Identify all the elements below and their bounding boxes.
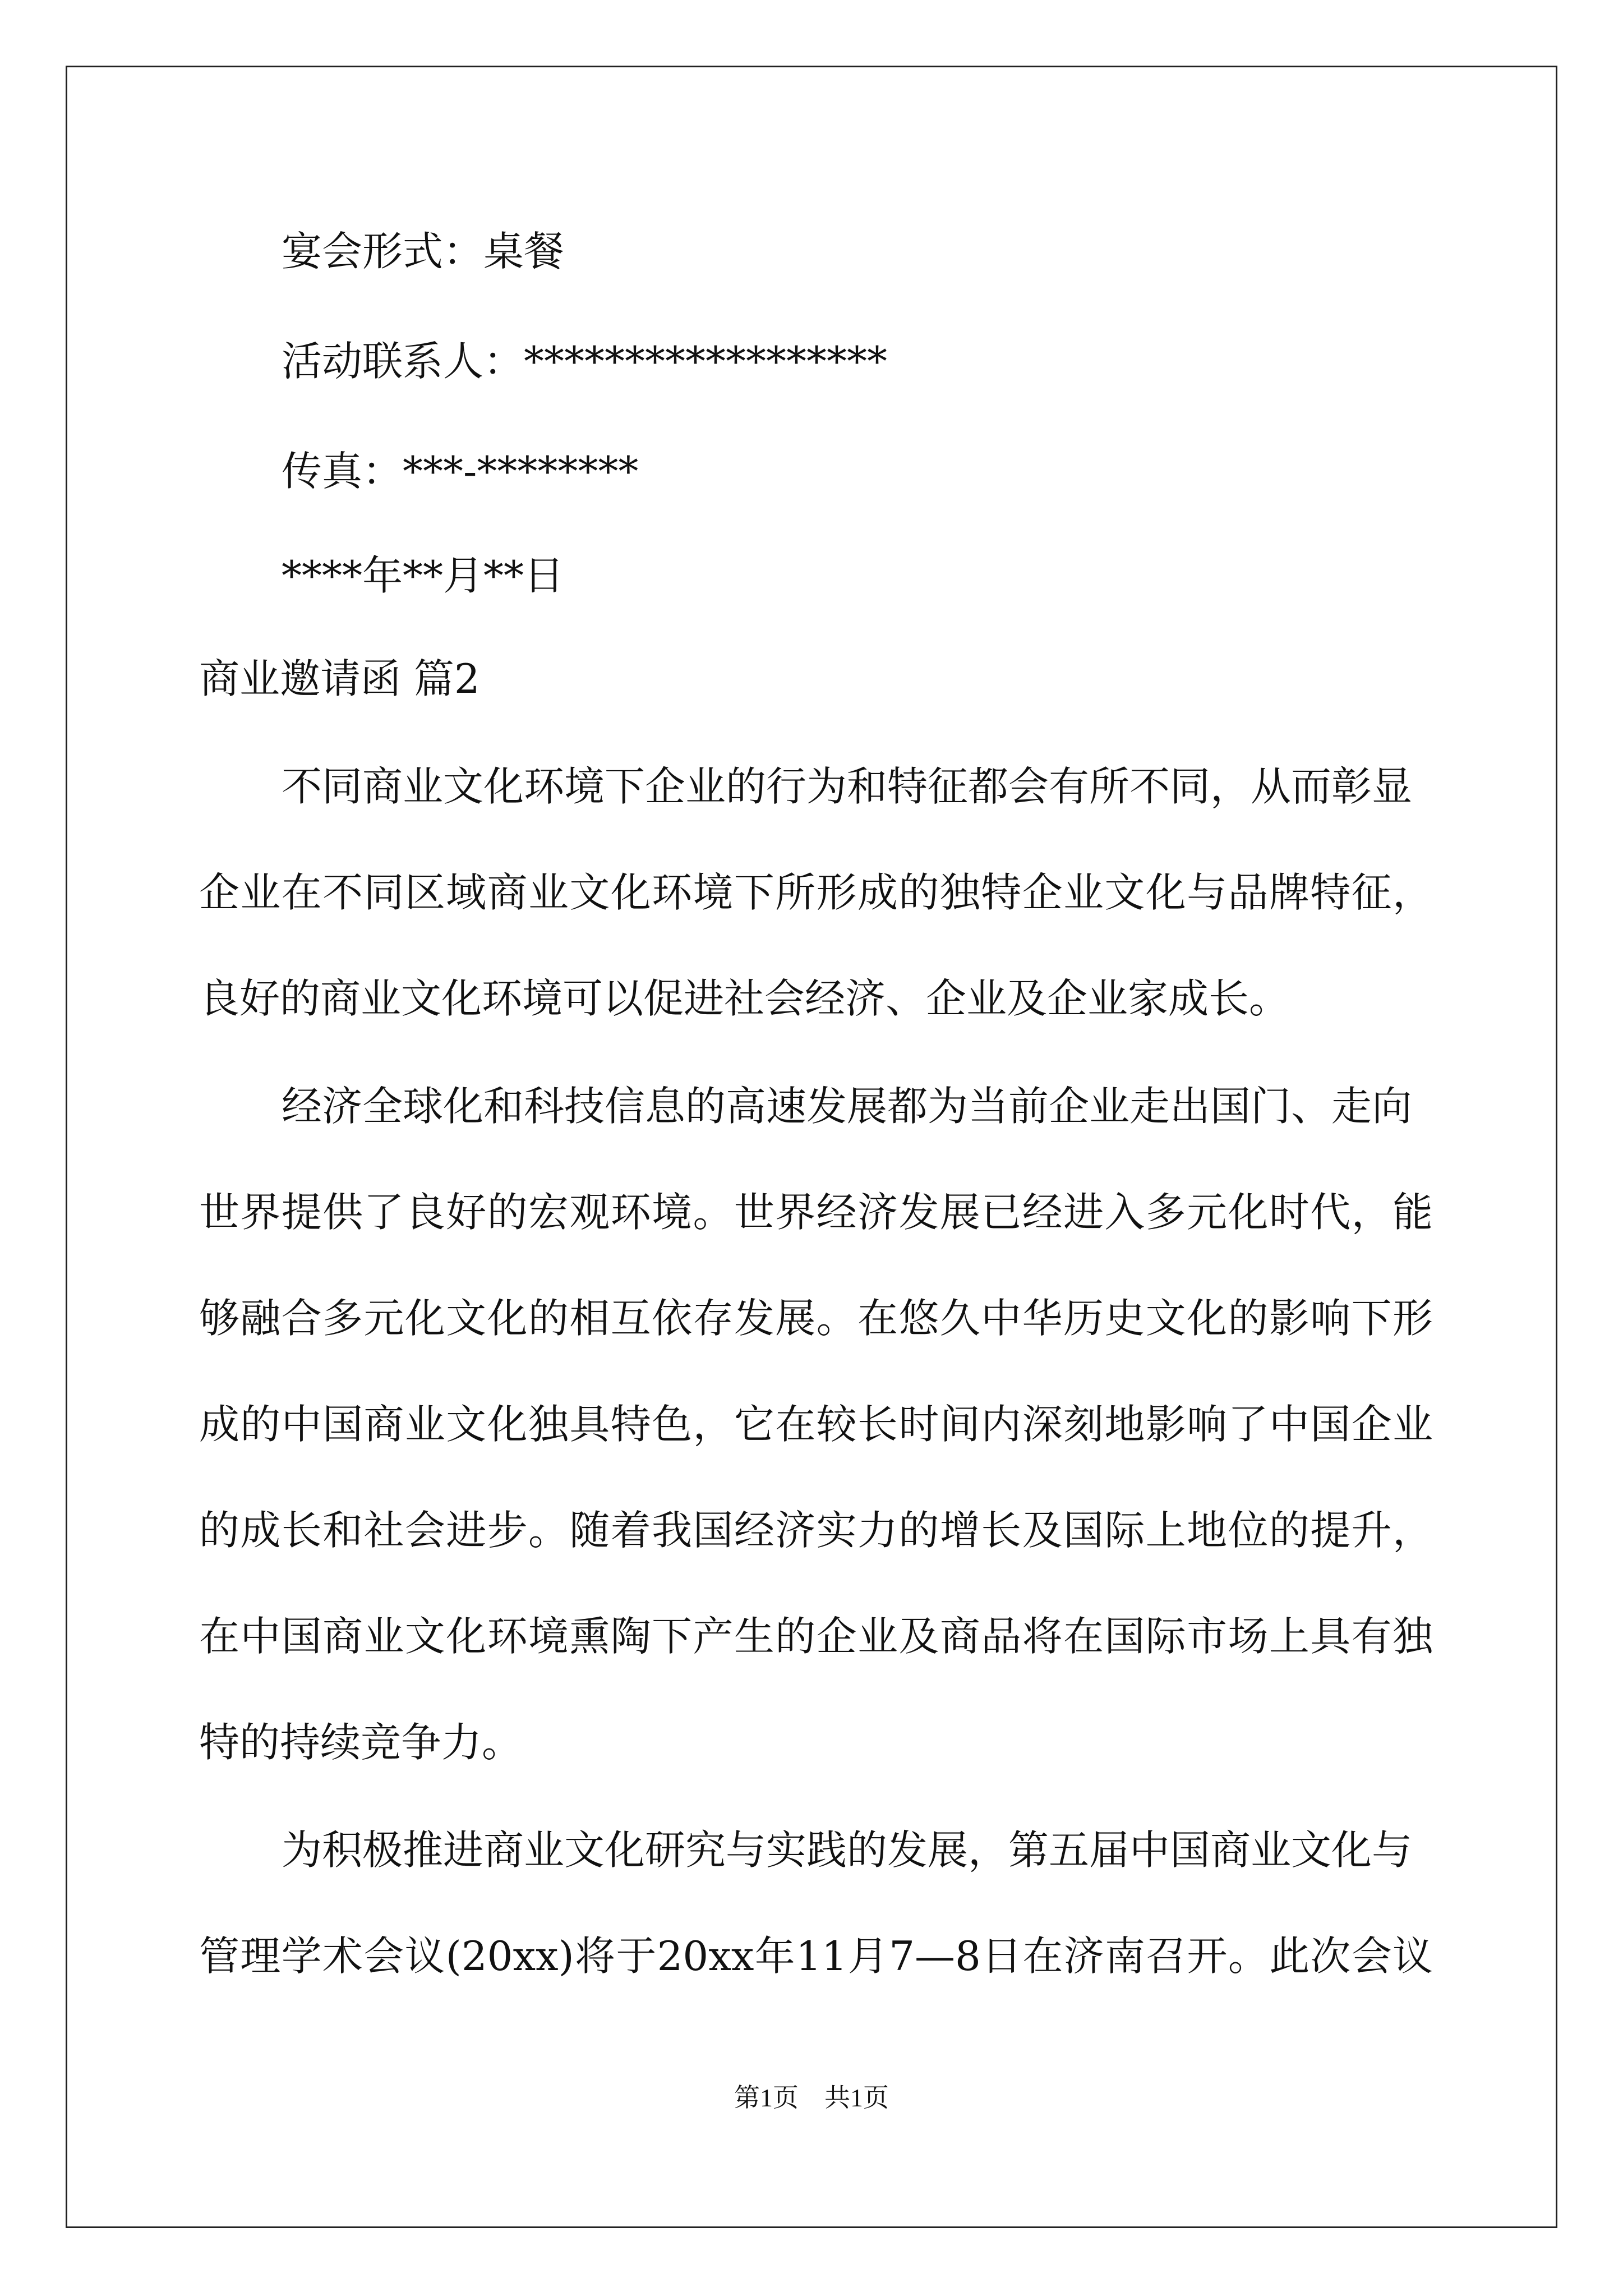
paragraph-line: 的成长和社会进步。随着我国经济实力的增长及国际上地位的提升， xyxy=(199,1507,1433,1554)
paragraph-line: 管理学术会议(20xx)将于20xx年11月7—8日在济南召开。此次会议 xyxy=(199,1932,1433,1980)
contact-line: 活动联系人：****************** xyxy=(282,338,888,385)
paragraph-line: 企业在不同区域商业文化环境下所形成的独特企业文化与品牌特征， xyxy=(199,869,1433,916)
page-border xyxy=(66,66,1557,2228)
paragraph-line: 经济全球化和科技信息的高速发展都为当前企业走出国门、走向 xyxy=(282,1083,1413,1130)
paragraph-line: 成的中国商业文化独具特色，它在较长时间内深刻地影响了中国企业 xyxy=(199,1401,1433,1448)
date-line: ****年**月**日 xyxy=(282,552,565,599)
paragraph-line: 世界提供了良好的宏观环境。世界经济发展已经进入多元化时代，能 xyxy=(199,1189,1433,1236)
page-footer: 第1页 共1页 xyxy=(734,2083,889,2112)
paragraph-line: 够融合多元化文化的相互依存发展。在悠久中华历史文化的影响下形 xyxy=(199,1295,1433,1342)
section-title: 商业邀请函 篇2 xyxy=(199,655,480,702)
fax-line: 传真：***-******** xyxy=(282,448,639,495)
paragraph-line: 在中国商业文化环境熏陶下产生的企业及商品将在国际市场上具有独 xyxy=(199,1613,1433,1660)
paragraph-line: 特的持续竞争力。 xyxy=(199,1719,523,1766)
paragraph-line: 良好的商业文化环境可以促进社会经济、企业及企业家成长。 xyxy=(199,975,1290,1022)
banquet-form-line: 宴会形式：桌餐 xyxy=(282,228,565,275)
paragraph-line: 不同商业文化环境下企业的行为和特征都会有所不同，从而彰显 xyxy=(282,763,1413,810)
paragraph-line: 为积极推进商业文化研究与实践的发展，第五届中国商业文化与 xyxy=(282,1826,1413,1874)
